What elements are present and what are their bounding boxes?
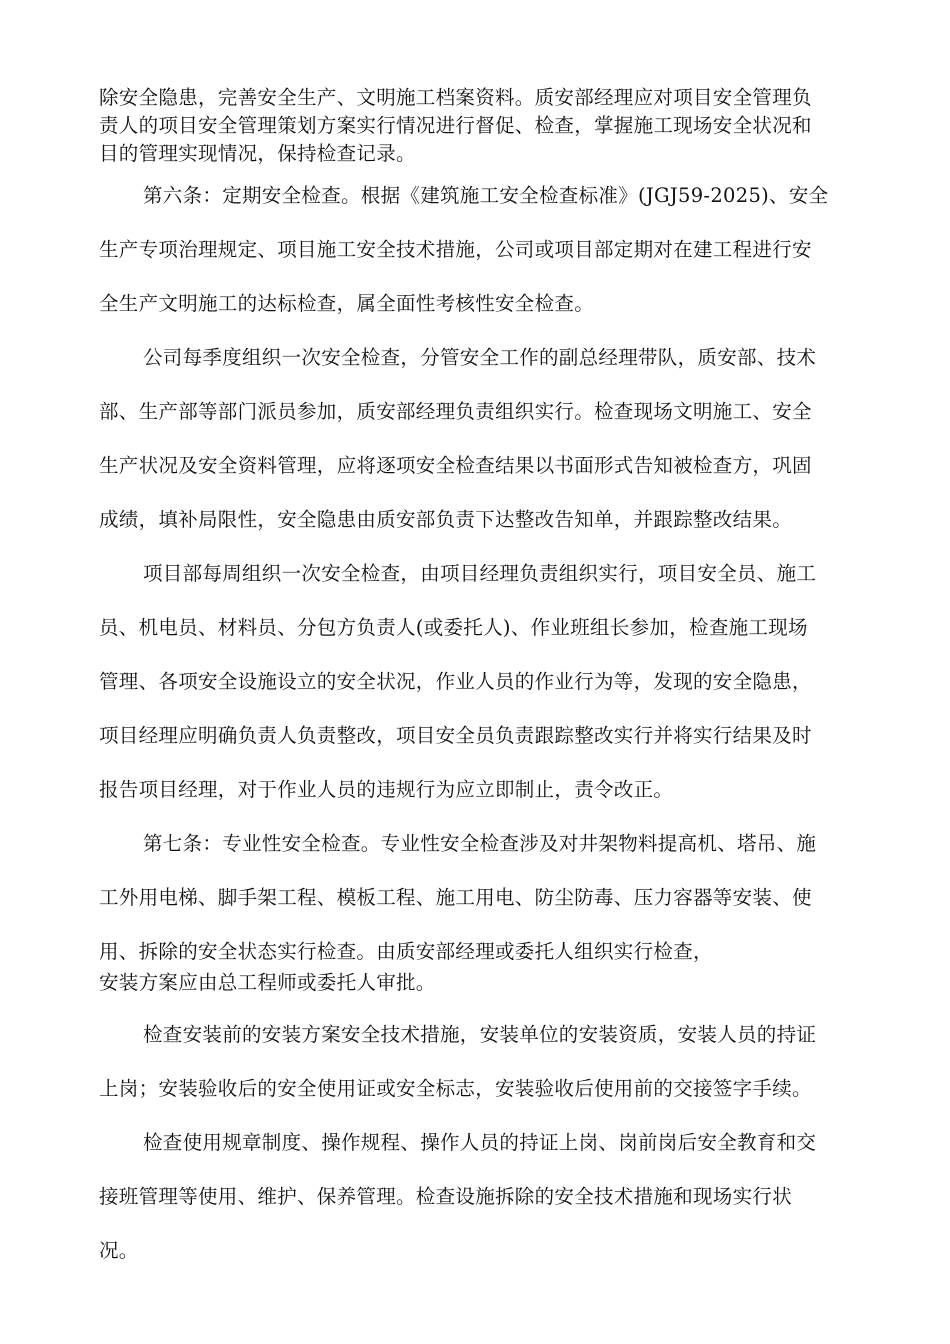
text-line: 第六条：定期安全检查。根据《建筑施工安全检查标准》(JGJ59-2025)、安全 bbox=[143, 184, 829, 207]
text-line: 生产状况及安全资料管理，应将逐项安全检查结果以书面形式告知被检查方，巩固 bbox=[99, 454, 812, 477]
text-line: 第七条：专业性安全检查。专业性安全检查涉及对井架物料提高机、塔吊、施 bbox=[143, 832, 817, 855]
text-line: 员、机电员、材料员、分包方负责人(或委托人)、作业班组长参加，检查施工现场 bbox=[99, 616, 808, 639]
text-line: 上岗；安装验收后的安全使用证或安全标志，安装验收后使用前的交接签字手续。 bbox=[99, 1077, 812, 1100]
text-line: 全生产文明施工的达标检查，属全面性考核性安全检查。 bbox=[99, 292, 595, 315]
text-line: 生产专项治理规定、项目施工安全技术措施，公司或项目部定期对在建工程进行安 bbox=[99, 238, 812, 261]
text-line: 安装方案应由总工程师或委托人审批。 bbox=[99, 971, 436, 994]
text-line: 报告项目经理，对于作业人员的违规行为应立即制止，责令改正。 bbox=[99, 778, 674, 801]
text-line: 成绩，填补局限性，安全隐患由质安部负责下达整改告知单，并跟踪整改结果。 bbox=[99, 508, 793, 531]
text-line: 项目部每周组织一次安全检查，由项目经理负责组织实行，项目安全员、施工 bbox=[143, 562, 817, 585]
text-line: 除安全隐患，完善安全生产、文明施工档案资料。质安部经理应对项目安全管理负 bbox=[99, 86, 812, 109]
text-line: 检查使用规章制度、操作规程、操作人员的持证上岗、岗前岗后安全教育和交 bbox=[143, 1131, 817, 1154]
text-line: 工外用电梯、脚手架工程、模板工程、施工用电、防尘防毒、压力容器等安装、使 bbox=[99, 886, 812, 909]
text-line: 用、拆除的安全状态实行检查。由质安部经理或委托人组织实行检查， bbox=[99, 940, 713, 963]
text-line: 公司每季度组织一次安全检查，分管安全工作的副总经理带队，质安部、技术 bbox=[143, 346, 817, 369]
text-line: 部、生产部等部门派员参加，质安部经理负责组织实行。检查现场文明施工、安全 bbox=[99, 400, 812, 423]
text-line: 接班管理等使用、维护、保养管理。检查设施拆除的安全技术措施和现场实行状 bbox=[99, 1185, 793, 1208]
text-line: 况。 bbox=[99, 1239, 139, 1262]
text-line: 目的管理实现情况，保持检查记录。 bbox=[99, 142, 416, 165]
text-line: 管理、各项安全设施设立的安全状况，作业人员的作业行为等，发现的安全隐患， bbox=[99, 670, 812, 693]
text-line: 项目经理应明确负责人负责整改，项目安全员负责跟踪整改实行并将实行结果及时 bbox=[99, 724, 812, 747]
text-line: 检查安装前的安装方案安全技术措施，安装单位的安装资质，安装人员的持证 bbox=[143, 1023, 817, 1046]
text-line: 责人的项目安全管理策划方案实行情况进行督促、检查，掌握施工现场安全状况和 bbox=[99, 114, 812, 137]
